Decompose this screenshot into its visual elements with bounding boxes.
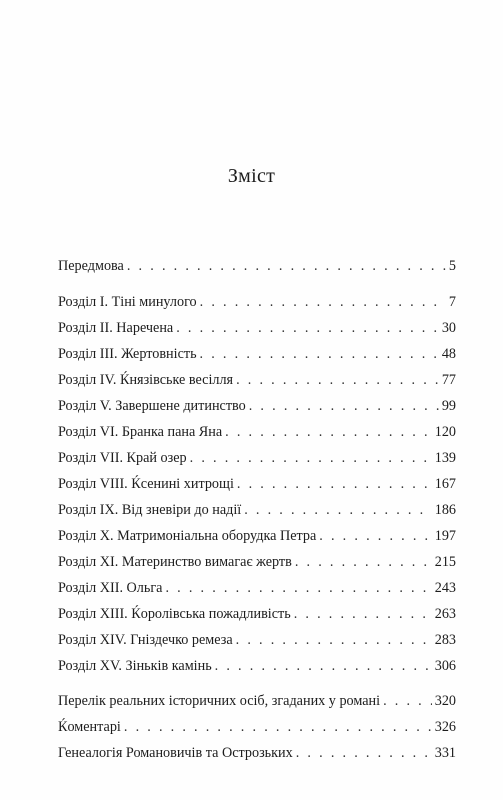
toc-entry bbox=[58, 656, 456, 676]
toc-entry-page: 215 bbox=[434, 554, 456, 570]
toc-entry-label: Розділ X. Матримоніальна оборудка Петра bbox=[58, 528, 317, 544]
leader-dots bbox=[244, 500, 432, 520]
toc-entry-page: 320 bbox=[434, 693, 456, 709]
toc-entry-page: 263 bbox=[434, 606, 456, 622]
toc-entry-page: 7 bbox=[448, 294, 456, 310]
toc-entry-label: Розділ II. Наречена bbox=[58, 320, 174, 336]
toc-entry-label: Розділ IX. Від зневіри до надії bbox=[58, 502, 242, 518]
toc-entry bbox=[58, 743, 456, 763]
toc-entry-page: 99 bbox=[441, 398, 456, 414]
toc-entry bbox=[58, 344, 456, 364]
leader-dots bbox=[383, 691, 432, 711]
toc-entry-label: Розділ VI. Бранка пана Яна bbox=[58, 424, 223, 440]
toc-entry bbox=[58, 422, 456, 442]
leader-dots bbox=[215, 656, 432, 676]
toc-entry-label: Генеалогія Романовичів та Острозьких bbox=[58, 745, 293, 761]
toc-entry bbox=[58, 318, 456, 338]
leader-dots bbox=[237, 474, 432, 494]
leader-dots bbox=[165, 578, 431, 598]
toc-entry-page: 283 bbox=[434, 632, 456, 648]
toc-entry-label: Розділ I. Тіні минулого bbox=[58, 294, 197, 310]
toc-entry bbox=[58, 370, 456, 390]
leader-dots bbox=[236, 630, 432, 650]
leader-dots bbox=[176, 318, 439, 338]
toc-entry bbox=[58, 396, 456, 416]
toc-entry-page: 139 bbox=[434, 450, 456, 466]
toc-entry-page: 306 bbox=[434, 658, 456, 674]
toc-entry-label: Розділ V. Завершене дитинство bbox=[58, 398, 246, 414]
toc-entry-page: 197 bbox=[434, 528, 456, 544]
toc-entry bbox=[58, 474, 456, 494]
leader-dots bbox=[319, 526, 431, 546]
toc-entry-label: Розділ VII. Край озер bbox=[58, 450, 187, 466]
toc-entry-page: 326 bbox=[434, 719, 456, 735]
leader-dots bbox=[296, 743, 432, 763]
leader-dots bbox=[295, 552, 432, 572]
leader-dots bbox=[190, 448, 432, 468]
toc-entry-label: Розділ III. Жертовність bbox=[58, 346, 197, 362]
toc-entry-label: Ќоментарі bbox=[58, 719, 121, 735]
toc-entry-label: Перелік реальних історичних осіб, згаданих у романі bbox=[58, 693, 381, 709]
toc-entry-label: Розділ XIII. Ќоролівська пожадливість bbox=[58, 606, 291, 622]
toc-entry bbox=[58, 578, 456, 598]
leader-dots bbox=[236, 370, 439, 390]
leader-dots bbox=[127, 256, 446, 276]
toc-entry-page: 243 bbox=[434, 580, 456, 596]
toc-entry-label: Розділ XI. Материнство вимагає жертв bbox=[58, 554, 292, 570]
leader-dots bbox=[200, 292, 446, 312]
toc-entry-page: 186 bbox=[434, 502, 456, 518]
toc-entry-label: Розділ IV. Ќнязівське весілля bbox=[58, 372, 234, 388]
leader-dots bbox=[249, 396, 439, 416]
toc-entry-label: Розділ VIII. Ќсенині хитрощі bbox=[58, 476, 234, 492]
toc-entry-page: 5 bbox=[448, 258, 456, 274]
toc-entry bbox=[58, 604, 456, 624]
toc-entry-label: Розділ XV. Зіньків камінь bbox=[58, 658, 212, 674]
toc-entry-label: Розділ XIV. Гніздечко ремеза bbox=[58, 632, 233, 648]
toc-entry bbox=[58, 552, 456, 572]
page-title: Зміст bbox=[227, 165, 276, 187]
leader-dots bbox=[294, 604, 432, 624]
toc-entry bbox=[58, 717, 456, 737]
toc-entry-page: 77 bbox=[441, 372, 456, 388]
toc-entry bbox=[58, 448, 456, 468]
toc-entry bbox=[58, 526, 456, 546]
toc-entry-page: 48 bbox=[441, 346, 456, 362]
toc-entry bbox=[58, 630, 456, 650]
toc-entry-page: 30 bbox=[441, 320, 456, 336]
toc-entry-label: Передмова bbox=[58, 258, 124, 274]
toc-entry-page: 120 bbox=[434, 424, 456, 440]
toc-entry bbox=[58, 256, 456, 276]
toc-entry-page: 331 bbox=[434, 745, 456, 761]
leader-dots bbox=[225, 422, 432, 442]
toc-entry-page: 167 bbox=[434, 476, 456, 492]
leader-dots bbox=[200, 344, 439, 364]
toc-entry bbox=[58, 292, 456, 312]
leader-dots bbox=[124, 717, 432, 737]
toc-entry bbox=[58, 500, 456, 520]
toc-entry-label: Розділ XII. Ольга bbox=[58, 580, 163, 596]
toc-entry bbox=[58, 691, 456, 711]
